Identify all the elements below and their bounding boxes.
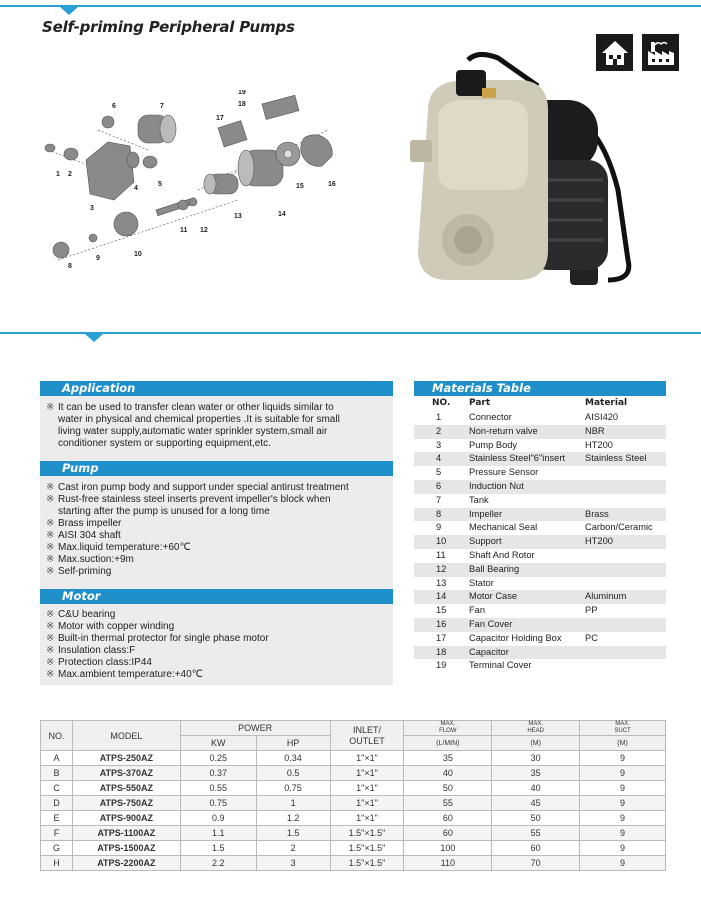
materials-row [414, 466, 666, 480]
spec-suct: 9 [580, 751, 666, 766]
materials-material: HT200 [585, 536, 613, 547]
spec-no: A [41, 751, 73, 766]
materials-part: Ball Bearing [469, 563, 520, 574]
materials-part: Capacitor Holding Box [469, 632, 562, 643]
spec-flow: 110 [404, 856, 492, 871]
materials-row [414, 659, 666, 673]
spec-suct: 9 [580, 856, 666, 871]
factory-icon [642, 34, 679, 71]
materials-header-row: NO. Part Material [432, 398, 628, 408]
spec-inlet-outlet: 1"×1" [330, 766, 404, 781]
top-rule [0, 5, 701, 7]
materials-row [414, 521, 666, 535]
spec-inlet-outlet: 1"×1" [330, 751, 404, 766]
spec-kw: 0.55 [180, 781, 256, 796]
col-flow-header: MAX. FLOW [404, 721, 492, 736]
materials-part: Stator [469, 577, 494, 588]
spec-row [41, 841, 666, 856]
spec-flow: 60 [404, 826, 492, 841]
spec-row [41, 781, 666, 796]
materials-material: AISI420 [585, 412, 619, 422]
svg-text:17: 17 [216, 115, 224, 122]
materials-no: 10 [436, 536, 447, 547]
top-rule-marker [60, 7, 78, 15]
materials-row [414, 618, 666, 632]
materials-no: 14 [436, 591, 447, 602]
spec-inlet-outlet: 1.5"×1.5" [330, 826, 404, 841]
svg-text:12: 12 [200, 227, 208, 234]
application-line-2: water in physical and chemical properties .It is suitable for small [58, 414, 340, 425]
materials-part: Shaft And Rotor [469, 550, 535, 560]
spec-row [41, 856, 666, 871]
svg-text:18: 18 [238, 101, 246, 108]
materials-row [414, 646, 666, 660]
col-kw-header: KW [180, 736, 256, 751]
spec-flow: 40 [404, 766, 492, 781]
motor-item: ※ Max.ambient temperature:+40℃ [46, 669, 203, 680]
materials-part: Terminal Cover [469, 660, 532, 671]
materials-material: PP [585, 605, 598, 616]
col-model-header: MODEL [72, 721, 180, 751]
svg-text:6: 6 [112, 103, 116, 110]
materials-material: Stainless Steel [585, 453, 647, 464]
spec-head: 45 [492, 796, 580, 811]
pump-item: ※ Brass impeller [46, 518, 122, 529]
exploded-view-diagram [38, 90, 350, 280]
col-suct-header: MAX. SUCT [580, 721, 666, 736]
materials-material: Brass [585, 508, 609, 519]
spec-kw: 0.9 [180, 811, 256, 826]
application-line-4: conditioner system or supporting equipment,etc. [58, 438, 271, 449]
materials-part: Fan Cover [469, 619, 513, 629]
materials-part: Motor Case [469, 591, 518, 602]
materials-no: 15 [436, 605, 447, 616]
materials-row [414, 563, 666, 577]
materials-no: 13 [436, 577, 447, 588]
col-head-header: MAX. HEAD [492, 721, 580, 736]
svg-text:2: 2 [68, 171, 72, 178]
svg-text:16: 16 [328, 181, 336, 188]
spec-no: H [41, 856, 73, 871]
svg-text:13: 13 [234, 213, 242, 220]
materials-row [414, 632, 666, 646]
materials-part: Fan [469, 605, 486, 616]
spec-table-body [41, 751, 666, 871]
materials-part: Pump Body [469, 439, 518, 450]
spec-inlet-outlet: 1.5"×1.5" [330, 856, 404, 871]
spec-model: ATPS-1100AZ [72, 826, 180, 841]
pump-heading: Pump [40, 461, 393, 476]
spec-model: ATPS-550AZ [72, 781, 180, 796]
spec-hp: 1.2 [256, 811, 330, 826]
motor-item: ※ Motor with copper winding [46, 621, 175, 632]
application-line-1: ※ It can be used to transfer clean water or other liquids similar to [46, 402, 334, 413]
spec-model: ATPS-750AZ [72, 796, 180, 811]
materials-row [414, 590, 666, 604]
spec-row [41, 751, 666, 766]
pump-item: ※ Rust-free stainless steel inserts prevent impeller's block when [46, 494, 331, 505]
materials-part: Stainless Steel"6"insert [469, 453, 566, 464]
motor-item: ※ Protection class:IP44 [46, 657, 152, 668]
materials-part: Impeller [469, 508, 503, 519]
materials-row [414, 535, 666, 549]
materials-part: Induction Nut [469, 481, 524, 491]
spec-no: D [41, 796, 73, 811]
materials-row [414, 480, 666, 494]
section-divider [0, 332, 701, 334]
spec-model: ATPS-1500AZ [72, 841, 180, 856]
svg-text:10: 10 [134, 251, 142, 258]
application-line-3: living water supply,automatic water sprinkler system,small air [58, 426, 328, 437]
svg-text:19: 19 [238, 90, 246, 96]
materials-no: 17 [436, 632, 447, 643]
spec-row [41, 766, 666, 781]
spec-suct: 9 [580, 766, 666, 781]
pump-item-continuation: starting after the pump is unused for a long time [58, 506, 270, 517]
spec-flow: 100 [404, 841, 492, 856]
spec-no: C [41, 781, 73, 796]
materials-no: 18 [436, 646, 447, 657]
materials-part: Non-return valve [469, 425, 538, 436]
materials-no: 12 [436, 563, 447, 574]
motor-item: ※ Insulation class:F [46, 645, 136, 656]
col-power-header: POWER [180, 721, 330, 736]
spec-hp: 1.5 [256, 826, 330, 841]
materials-row [414, 452, 666, 466]
materials-no: 19 [436, 660, 447, 671]
spec-hp: 2 [256, 841, 330, 856]
svg-text:15: 15 [296, 183, 304, 190]
spec-kw: 0.37 [180, 766, 256, 781]
materials-no: 1 [436, 412, 442, 422]
spec-flow: 60 [404, 811, 492, 826]
materials-part: Tank [469, 494, 489, 505]
col-suct-unit: (M) [580, 736, 666, 751]
spec-no: E [41, 811, 73, 826]
spec-flow: 55 [404, 796, 492, 811]
spec-flow: 35 [404, 751, 492, 766]
spec-header-row-1 [41, 721, 666, 736]
spec-no: B [41, 766, 73, 781]
svg-text:4: 4 [134, 185, 138, 192]
spec-hp: 1 [256, 796, 330, 811]
materials-no: 9 [436, 522, 442, 533]
spec-flow: 50 [404, 781, 492, 796]
spec-model: ATPS-900AZ [72, 811, 180, 826]
spec-head: 60 [492, 841, 580, 856]
pump-item: ※ Max.suction:+9m [46, 554, 134, 565]
materials-row [414, 549, 666, 563]
motor-item: ※ C&U bearing [46, 609, 116, 620]
pump-item: ※ Self-priming [46, 566, 112, 577]
materials-row [414, 425, 666, 439]
materials-part: Mechanical Seal [469, 522, 538, 533]
spec-head: 50 [492, 811, 580, 826]
spec-inlet-outlet: 1"×1" [330, 781, 404, 796]
materials-material: Aluminum [585, 591, 627, 602]
materials-material: HT200 [585, 439, 613, 450]
materials-no: 5 [436, 467, 442, 478]
spec-row [41, 796, 666, 811]
materials-row [414, 604, 666, 618]
spec-suct: 9 [580, 796, 666, 811]
pump-item: ※ AISI 304 shaft [46, 530, 121, 541]
spec-hp: 0.34 [256, 751, 330, 766]
materials-no: 6 [436, 481, 442, 491]
pump-item: ※ Max.liquid temperature:+60℃ [46, 542, 191, 553]
materials-heading: Materials Table [414, 381, 666, 396]
spec-head: 55 [492, 826, 580, 841]
col-no-header: NO. [41, 721, 73, 751]
spec-hp: 0.5 [256, 766, 330, 781]
col-flow-unit: (L/MIN) [404, 736, 492, 751]
spec-suct: 9 [580, 811, 666, 826]
section-divider-marker [85, 334, 103, 342]
svg-text:7: 7 [160, 103, 164, 110]
materials-part: Support [469, 536, 502, 547]
materials-part: Connector [469, 412, 512, 422]
spec-no: G [41, 841, 73, 856]
spec-suct: 9 [580, 841, 666, 856]
svg-text:3: 3 [90, 205, 94, 212]
svg-text:11: 11 [180, 227, 188, 234]
materials-row [414, 411, 666, 425]
motor-heading: Motor [40, 589, 393, 604]
pump-product-photo [398, 50, 638, 300]
materials-material: PC [585, 632, 598, 643]
materials-no: 8 [436, 508, 442, 519]
page-title: Self-priming Peripheral Pumps [42, 18, 295, 36]
spec-model: ATPS-370AZ [72, 766, 180, 781]
spec-kw: 0.25 [180, 751, 256, 766]
svg-text:9: 9 [96, 255, 100, 262]
materials-material: NBR [585, 425, 605, 436]
pump-item: ※ Cast iron pump body and support under special antirust treatment [46, 482, 349, 493]
spec-row [41, 811, 666, 826]
application-heading: Application [40, 381, 393, 396]
col-inlet-outlet-header: INLET/ OUTLET [330, 721, 404, 751]
spec-inlet-outlet: 1"×1" [330, 796, 404, 811]
materials-part: Pressure Sensor [469, 467, 539, 478]
spec-hp: 0.75 [256, 781, 330, 796]
spec-hp: 3 [256, 856, 330, 871]
spec-no: F [41, 826, 73, 841]
spec-head: 35 [492, 766, 580, 781]
spec-model: ATPS-2200AZ [72, 856, 180, 871]
col-hp-header: HP [256, 736, 330, 751]
materials-row [414, 439, 666, 453]
motor-item: ※ Built-in thermal protector for single phase motor [46, 633, 269, 644]
materials-no: 11 [436, 550, 446, 560]
spec-kw: 0.75 [180, 796, 256, 811]
spec-suct: 9 [580, 781, 666, 796]
materials-no: 2 [436, 425, 442, 436]
spec-kw: 2.2 [180, 856, 256, 871]
spec-kw: 1.5 [180, 841, 256, 856]
materials-row [414, 508, 666, 522]
materials-material: Carbon/Ceramic [585, 522, 653, 533]
materials-no: 3 [436, 439, 442, 450]
spec-head: 40 [492, 781, 580, 796]
spec-model: ATPS-250AZ [72, 751, 180, 766]
col-head-unit: (M) [492, 736, 580, 751]
materials-no: 16 [436, 619, 447, 629]
materials-no: 7 [436, 494, 442, 505]
svg-text:8: 8 [68, 263, 72, 270]
materials-row [414, 494, 666, 508]
spec-inlet-outlet: 1"×1" [330, 811, 404, 826]
materials-part: Capacitor [469, 646, 509, 657]
svg-text:1: 1 [56, 171, 60, 178]
spec-head: 30 [492, 751, 580, 766]
spec-kw: 1.1 [180, 826, 256, 841]
svg-text:5: 5 [158, 181, 162, 188]
specification-table [40, 720, 666, 871]
spec-inlet-outlet: 1.5"×1.5" [330, 841, 404, 856]
spec-row [41, 826, 666, 841]
spec-head: 70 [492, 856, 580, 871]
materials-row [414, 577, 666, 591]
materials-no: 4 [436, 453, 442, 464]
spec-suct: 9 [580, 826, 666, 841]
svg-text:14: 14 [278, 211, 286, 218]
